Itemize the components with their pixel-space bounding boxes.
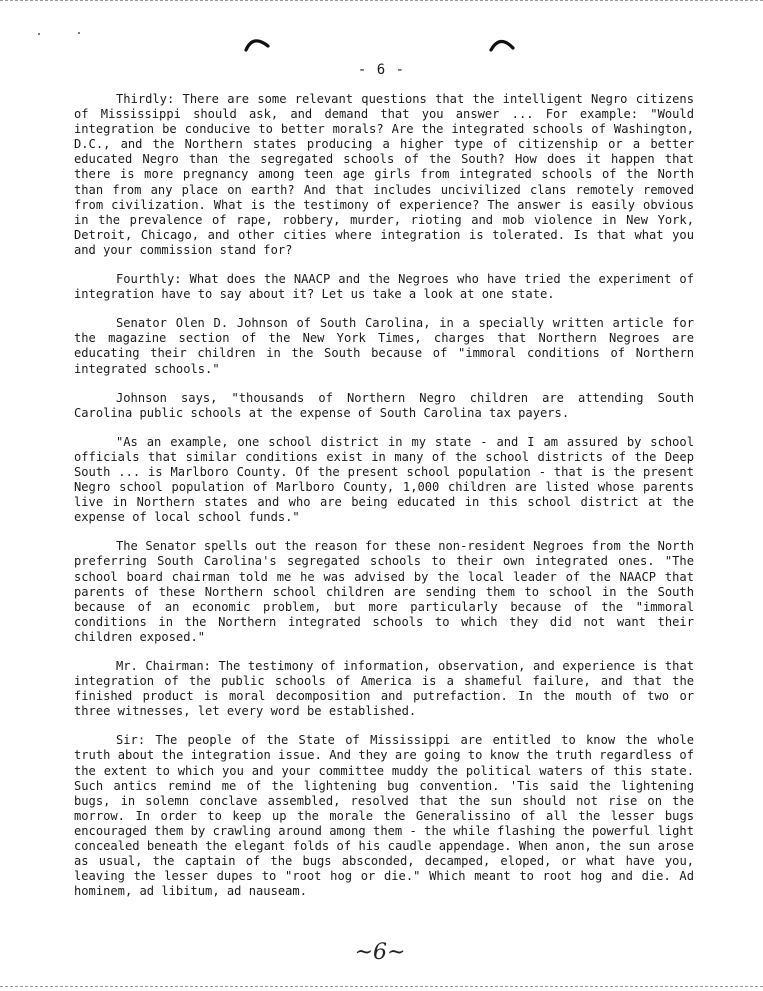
- bottom-edge-dotted-rule: [0, 986, 763, 991]
- page-number-typed: - 6 -: [357, 62, 406, 78]
- paragraph-senator-reason: The Senator spells out the reason for these non-resident Negroes from the North preferring South Carolina's segregated schools to their own integrated ones. "The school board chairman told me he was advised by the local leader of the NAACP that parents of these Northern school children are sending them to school in the South because of an economic problem, but more particularly because of the "immoral conditions in the Northern integrated schools to which they did not want their children exposed.": [74, 539, 694, 644]
- punch-hole-arc-right-icon: [488, 32, 516, 52]
- document-body: [74, 92, 694, 913]
- page-number-handwritten: ~6~: [354, 940, 406, 965]
- paragraph-mr-chairman: Mr. Chairman: The testimony of information, observation, and experience is that integration of the public schools of America is a shameful failure, and that the finished product is moral decomposition and putrefaction. In the mouth of two or three witnesses, let every word be established.: [74, 659, 694, 719]
- paper-speck: [78, 32, 80, 34]
- paragraph-sir: Sir: The people of the State of Mississippi are entitled to know the whole truth about the integration issue. And they are going to know the truth regardless of the extent to which you and your committee muddy the political waters of this state. Such antics remind me of the lightening bug convention. 'Tis said the lightening bugs, in solemn conclave assembled, resolved that the sun should not rise on the morrow. In order to keep up the morale the Generalissino of all the lesser bugs encouraged them by crawling around among them - the while flashing the powerful light concealed beneath the elegant folds of his caudle appendage. When anon, the sun arose as usual, the captain of the bugs absconded, decamped, eloped, or what have you, leaving the lesser dupes to "root hog or die." Which meant to root hog and die. Ad hominem, ad libitum, ad nauseam.: [74, 733, 694, 899]
- paper-speck: [38, 33, 40, 35]
- paragraph-senator-johnson: Senator Olen D. Johnson of South Carolina, in a specially written article for the magazine section of the New York Times, charges that Northern Negroes are educating their children in the South because of "immoral conditions of Northern integrated schools.": [74, 316, 694, 376]
- paragraph-thirdly: Thirdly: There are some relevant questions that the intelligent Negro citizens of Mississippi should ask, and demand that you answer ... For example: "Would integration be conducive to better morals? Are the integrated schools of Washington, D.C., and the Northern states producing a higher type of citizenship or a better educated Negro than the segregated schools of the South? How does it happen that there is more pregnancy among teen age girls from integrated schools of the North than from any place on earth? And that includes uncivilized clans remotely removed from civilization. What is the testimony of experience? The answer is easily obvious in the prevalence of rape, robbery, murder, rioting and mob violence in New York, Detroit, Chicago, and other cities where integration is tolerated. Is that what you and your commission stand for?: [74, 92, 694, 257]
- top-edge-dotted-rule: [0, 0, 763, 7]
- punch-hole-arc-left-icon: [243, 32, 271, 52]
- paragraph-johnson-says: Johnson says, "thousands of Northern Negro children are attending South Carolina public schools at the expense of South Carolina tax payers.: [74, 390, 694, 420]
- paragraph-fourthly: Fourthly: What does the NAACP and the Negroes who have tried the experiment of integration have to say about it? Let us take a look at one state.: [74, 272, 694, 302]
- paragraph-as-an-example: "As an example, one school district in my state - and I am assured by school officials that similar conditions exist in many of the school districts of the Deep South ... is Marlboro County. Of the present school population - that is the present Negro school population of Marlboro County, 1,000 children are listed whose parents live in Northern states and who are being educated in this school district at the expense of local school funds.": [74, 434, 694, 525]
